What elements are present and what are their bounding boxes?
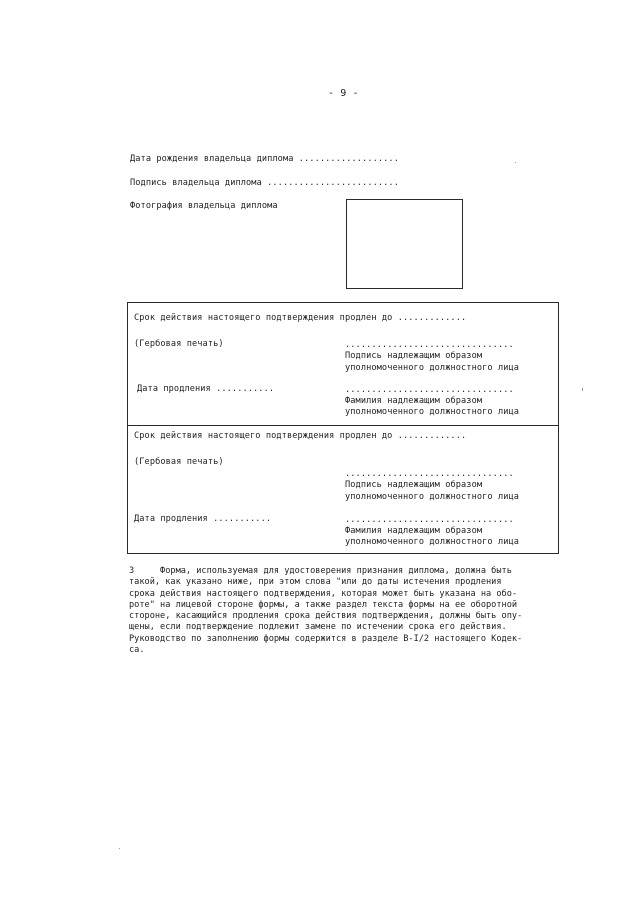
scan-speck <box>119 848 120 849</box>
extension-validity-line: Срок действия настоящего подтверждения продлен до ............. <box>134 313 467 323</box>
name-caption: Фамилия надлежащим образом <box>345 526 483 536</box>
seal-label: (Гербовая печать) <box>134 339 224 349</box>
scan-speck <box>582 388 583 391</box>
name-caption: уполномоченного должностного лица <box>345 537 520 547</box>
seal-label: (Гербовая печать) <box>134 457 224 467</box>
scan-speck <box>515 162 516 163</box>
name-caption: уполномоченного должностного лица <box>345 407 520 417</box>
paragraph-line: роте" на лицевой стороне формы, а также раздел текста формы на ее оборотной <box>129 599 518 610</box>
paragraph-line: Руководство по заполнению формы содержится в разделе B-I/2 настоящего Кодек- <box>129 633 523 644</box>
paragraph-line: са. <box>129 645 145 656</box>
name-dots: ................................ <box>345 385 514 395</box>
signature-caption: Подпись надлежащим образом <box>345 480 483 490</box>
paragraph-line: срока действия настоящего подтверждения, которая может быть указана на обо- <box>129 588 518 599</box>
photo-label: Фотография владельца диплома <box>130 201 278 211</box>
signature-dots: ................................ <box>345 340 514 350</box>
explanatory-paragraph <box>129 566 569 656</box>
holder-signature-line: Подпись владельца диплома ......................... <box>130 178 399 188</box>
signature-caption: Подпись надлежащим образом <box>345 351 483 361</box>
paragraph-line: 3 Форма, используемая для удостоверения признания диплома, должна быть <box>129 566 512 576</box>
signature-dots: ................................ <box>345 469 514 479</box>
extension-validity-line: Срок действия настоящего подтверждения продлен до ............. <box>134 431 467 441</box>
paragraph-line: щены, если подтверждение подлежит замене по истечении срока его действия. <box>129 622 507 633</box>
signature-caption: уполномоченного должностного лица <box>345 363 520 373</box>
name-dots: ................................ <box>345 515 514 525</box>
page-number: - 9 - <box>328 88 359 99</box>
paragraph-line: такой, как указано ниже, при этом слова "или до даты истечения продления <box>129 577 502 588</box>
signature-caption: уполномоченного должностного лица <box>345 492 520 502</box>
extension-date-line: Дата продления ........... <box>137 384 275 394</box>
extension-divider <box>128 425 558 426</box>
birth-date-line: Дата рождения владельца диплома ................... <box>130 154 399 164</box>
name-caption: Фамилия надлежащим образом <box>345 396 483 406</box>
paragraph-line: стороне, касающийся продления срока действия подтверждения, должны быть опу- <box>129 611 523 622</box>
photo-box <box>346 199 463 289</box>
extension-date-line: Дата продления ........... <box>134 514 272 524</box>
